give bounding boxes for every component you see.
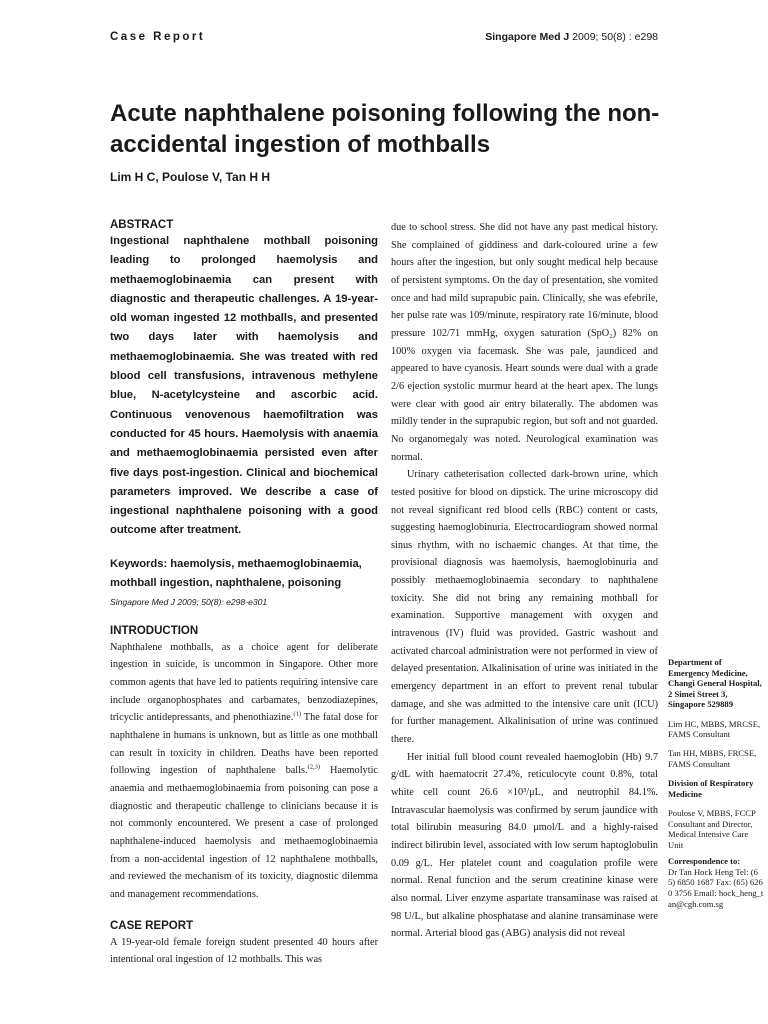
introduction-paragraph <box>110 639 378 904</box>
journal-reference <box>485 31 658 43</box>
running-head <box>110 31 658 47</box>
journal-name: Singapore Med J <box>485 31 570 43</box>
introduction-heading: INTRODUCTION <box>110 624 199 637</box>
article-title: Acute naphthalene poisoning following the non-accidental ingestion of mothballs <box>110 100 660 158</box>
affiliation-department-1: Department of Emergency Medicine, Changi General Hospital, 2 Simei Street 3, Singapore 529889 <box>668 657 762 710</box>
affiliation-sidebar <box>668 657 764 909</box>
intro-text-2: The fatal dose for naphthalene in humans is unknown, but as little as one mothball can result in toxicity in children. Deaths have been reported following ingestion of naphthalene balls. <box>110 712 378 777</box>
reference-1: (1) <box>293 710 301 718</box>
right-column <box>391 219 658 943</box>
correspondence-heading: Correspondence to: <box>668 856 741 867</box>
section-label: Case Report <box>110 31 206 43</box>
author-list: Lim H C, Poulose V, Tan H H <box>110 170 271 184</box>
right-paragraph-1: due to school stress. She did not have any past medical history. She complained of giddiness and dark-coloured urine a few hours after the ingestion, but only sought medical help because of persistent symptoms. On the day of presentation, she vomited once and had mild suprapubic pain. Clinically, she was efebrile, her pulse rate was 109/minute, respiratory rate 16/minute, blood pressure 102/71 mmHg, oxygen saturation (SpO₂) 82% on 100% oxygen via facemask. She was pale, jaundiced and appeared to have cyanosis. Heart sounds were dual with a grade 2/6 ejection systolic murmur heard at the heart apex. The lungs were clear with good air entry bilaterally. The abdomen was mildly tender in the suprapubic region, but soft and not guarded. No organomegaly was noted. Neurological examination was normal. <box>391 222 658 463</box>
journal-issue: 2009; 50(8) : e298 <box>569 31 658 43</box>
intro-text-1: Naphthalene mothballs, as a choice agent for deliberate ingestion in suicide, is uncommon in Singapore. Other more common agents that have led to patients requiring intensive care include organophosphates and carbamates, benzodiazepines, tricyclic antidepressants, and phenothiazine. <box>110 641 378 724</box>
affiliation-author-3: Poulose V, MBBS, FCCP Consultant and Director, Medical Intensive Care Unit <box>668 807 756 850</box>
affiliation-author-2: Tan HH, MBBS, FRCSE, FAMS Consultant <box>668 748 757 769</box>
case-report-heading: CASE REPORT <box>110 919 194 932</box>
intro-text-3: Haemolytic anaemia and methaemoglobinaemia from poisoning can pose a diagnostic and therapeutic challenge to clinicians because it is not commonly encountered. We present a case of prolonged naphthalene-induced haemolysis and methaemoglobinaemia from a non-accidental ingestion of 12 naphthalene mothballs, and reviewed the mechanism of its toxicity, diagnostic dilemma and management recommendations. <box>110 765 378 900</box>
abstract-text: Ingestional naphthalene mothball poisoning leading to prolonged haemolysis and methaemoglobinaemia can present with diagnostic and therapeutic challenges. A 19-year-old woman ingested 12 mothballs, and presented two days later with haemolysis and methaemoglobinaemia. She was treated with red blood cell transfusions, intravenous methylene blue, N-acetylcysteine and ascorbic acid. Continuous venovenous haemofiltration was conducted for 45 hours. Haemolysis with anaemia and methaemoglobinaemia persisted even after five days post-ingestion. Clinical and biochemical parameters improved. We describe a case of ingestional naphthalene poisoning with a good outcome after treatment. <box>110 235 378 537</box>
reference-2: (2,3) <box>307 763 321 771</box>
abstract-heading: ABSTRACT <box>110 219 174 231</box>
correspondence-details: Dr Tan Hock Heng Tel: (65) 6850 1687 Fax: (65) 6260 3756 Email: hock_heng_tan@cgh.com.sg <box>668 866 764 909</box>
case-report-paragraph: A 19-year-old female foreign student presented 40 hours after intentional oral ingestion of 12 mothballs. This was <box>110 936 378 966</box>
citation: Singapore Med J 2009; 50(8): e298-e301 <box>110 596 268 607</box>
affiliation-department-2: Division of Respiratory Medicine <box>668 778 754 799</box>
keywords: Keywords: haemolysis, methaemoglobinaemia, mothball ingestion, naphthalene, poisoning <box>110 557 362 589</box>
right-paragraph-3: Her initial full blood count revealed haemoglobin (Hb) 9.7 g/dL with haematocrit 27.4%, reticulocyte count 0.8%, total white cell count 26.6 ×10³/μL, and neutrophil 84.1%. Intravascular haemolysis was confirmed by serum jaundice with total bilirubin measuring 84.0 μmol/L and a highly-raised indirect bilirubin level, associated with low serum haptoglobulin 0.09 g/L. Her platelet count and coagulation profile were normal. Renal function and the serum creatinine kinase were also normal. Liver enzyme aspartate transaminase was raised at 98 U/L, but alkaline phosphatase and alanine transaminase were normal. Arterial blood gas (ABG) analysis did not reveal <box>391 751 658 940</box>
affiliation-author-1: Lim HC, MBBS, MRCSE, FAMS Consultant <box>668 718 761 740</box>
right-paragraph-2: Urinary catheterisation collected dark-brown urine, which tested positive for blood on dipstick. The urine microscopy did not reveal significant red blood cells (RBC) content or casts, suggesting haemoglobinuria. Electrocardiogram showed normal sinus rhythm, with no ischaemic changes. At that time, the provisional diagnosis was haemolysis, haemoglobinuria and possibly methaemoglobinaemia secondary to naphthalene toxicity. She did not bring any remaining mothball for examination. Supportive management with oxygen and intravenous (IV) fluid was provided. Gastric washout and activated charcoal administration were not performed in view of delayed presentation. Alkalinisation of urine was initiated in the emergency department in an effort to prevent renal tubular damage, and she was admitted to the intensive care unit (ICU) for further management. Alkalinisation of urine was continued there. <box>391 469 658 746</box>
left-column <box>110 219 378 969</box>
